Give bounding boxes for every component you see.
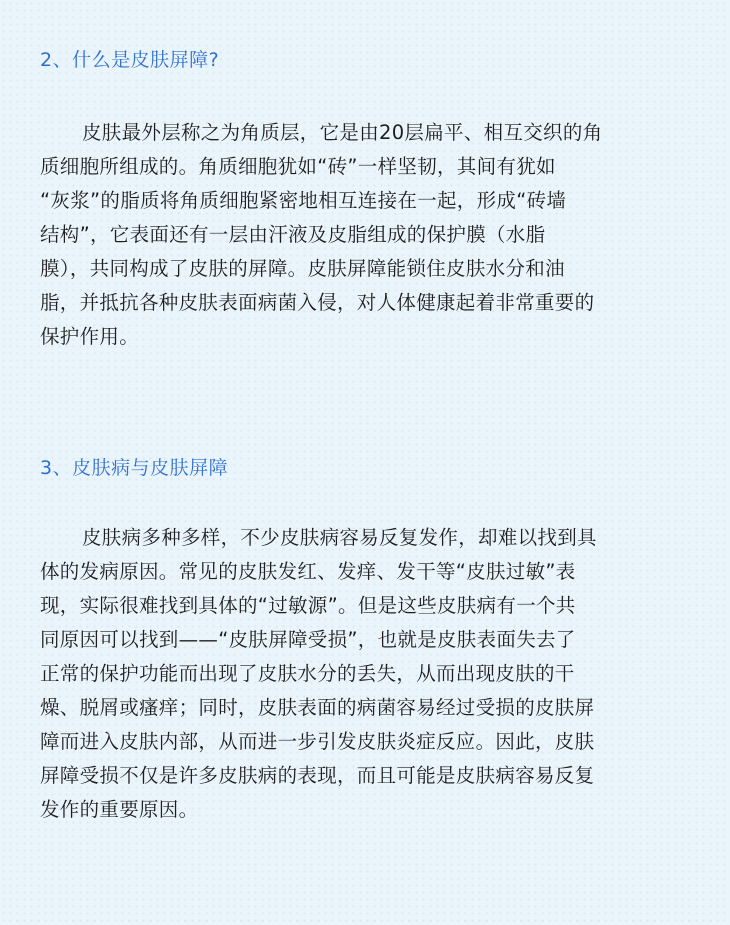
paragraph-line: 脂，并抵抗各种皮肤表面病菌入侵，对人体健康起着非常重要的	[40, 291, 595, 314]
section-title: 什么是皮肤屏障?	[72, 49, 220, 71]
paragraph-line: 发作的重要原因。	[40, 798, 199, 821]
paragraph-line: 皮肤病多种多样，不少皮肤病容易反复发作，却难以找到具	[82, 526, 597, 549]
paragraph-line: 皮肤最外层称之为角质层，它是由20层扁平、相互交织的角	[82, 121, 603, 144]
paragraph-line: 燥、脱屑或瘙痒；同时，皮肤表面的病菌容易经过受损的皮肤屏	[40, 696, 595, 719]
paragraph-line: 同原因可以找到——“皮肤屏障受损”，也就是皮肤表面失去了	[40, 628, 576, 651]
paragraph-line: 正常的保护功能而出现了皮肤水分的丢失，从而出现皮肤的干	[40, 662, 575, 685]
paragraph-line: 障而进入皮肤内部，从而进一步引发皮肤炎症反应。因此，皮肤	[40, 730, 595, 753]
section-separator: 、	[52, 457, 73, 479]
section-title: 皮肤病与皮肤屏障	[72, 457, 229, 479]
section-heading-skin-disease	[40, 455, 228, 481]
paragraph-line: 体的发病原因。常见的皮肤发红、发痒、发干等“皮肤过敏”表	[40, 560, 576, 583]
section-heading-skin-barrier	[40, 47, 219, 73]
section-number: 3	[40, 457, 53, 479]
paragraph-skin-barrier	[40, 116, 688, 354]
paragraph-line: 结构”，它表面还有一层由汗液及皮脂组成的保护膜（水脂	[40, 223, 546, 246]
paragraph-skin-disease	[40, 521, 688, 827]
section-number: 2	[40, 49, 53, 71]
section-separator: 、	[52, 49, 73, 71]
paragraph-line: “灰浆”的脂质将角质细胞紧密地相互连接在一起，形成“砖墙	[40, 189, 567, 212]
paragraph-line: 屏障受损不仅是许多皮肤病的表现，而且可能是皮肤病容易反复	[40, 764, 595, 787]
paragraph-line: 保护作用。	[40, 325, 140, 348]
paragraph-line: 质细胞所组成的。角质细胞犹如“砖”一样坚韧，其间有犹如	[40, 155, 556, 178]
paragraph-line: 膜），共同构成了皮肤的屏障。皮肤屏障能锁住皮肤水分和油	[40, 257, 565, 280]
paragraph-line: 现，实际很难找到具体的“过敏源”。但是这些皮肤病有一个共	[40, 594, 576, 617]
